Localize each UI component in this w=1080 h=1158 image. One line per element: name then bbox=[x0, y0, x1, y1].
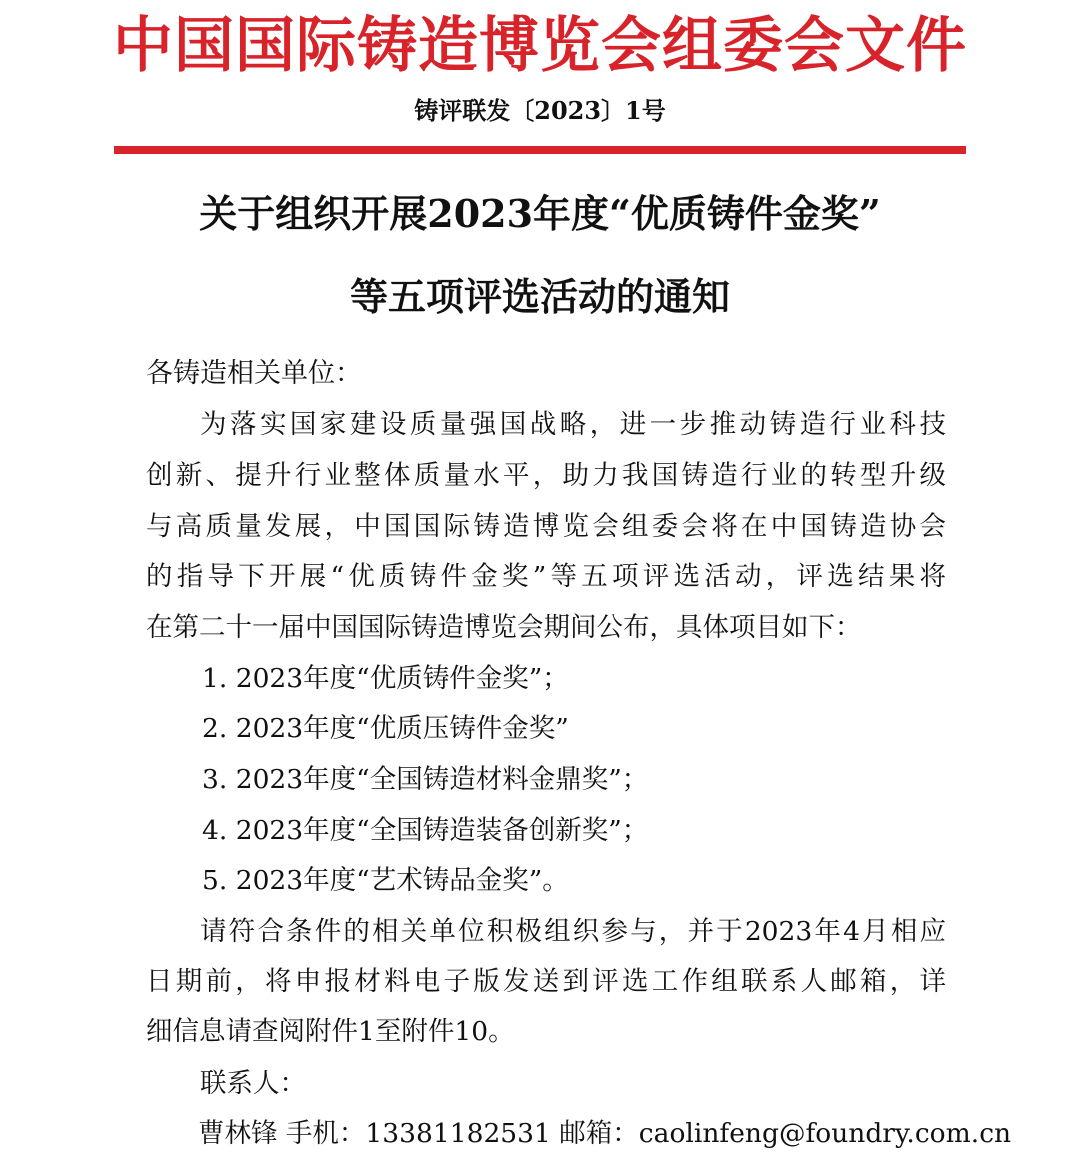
red-divider-rule bbox=[114, 146, 966, 154]
contact-label: 联系人： bbox=[200, 1068, 306, 1099]
org-header-title: 中国国际铸造博览会组委会文件 bbox=[113, 11, 967, 81]
paragraph-1-line: 为落实国家建设质量强国战略，进一步推动铸造行业科技 bbox=[200, 409, 946, 440]
paragraph-2-line: 日期前，将申报材料电子版发送到评选工作组联系人邮箱，详 bbox=[146, 966, 946, 997]
award-list-item: 3. 2023年度“全国铸造材料金鼎奖”； bbox=[202, 764, 649, 795]
paragraph-1-line: 与高质量发展，中国国际铸造博览会组委会将在中国铸造协会 bbox=[146, 511, 946, 542]
paragraph-1-line: 创新、提升行业整体质量水平，助力我国铸造行业的转型升级 bbox=[146, 460, 946, 491]
award-list-item: 1. 2023年度“优质铸件金奖”； bbox=[202, 663, 569, 694]
paragraph-1-line: 在第二十一届中国国际铸造博览会期间公布，具体项目如下： bbox=[146, 612, 862, 643]
document-number: 铸评联发〔2023〕1号 bbox=[414, 96, 666, 125]
paragraph-1-line: 的指导下开展“优质铸件金奖”等五项评选活动，评选结果将 bbox=[146, 561, 946, 592]
award-list-item: 4. 2023年度“全国铸造装备创新奖”； bbox=[202, 815, 649, 846]
award-list-item: 2. 2023年度“优质压铸件金奖” bbox=[202, 713, 569, 744]
notice-title-line-1: 关于组织开展2023年度“优质铸件金奖” bbox=[199, 191, 881, 236]
award-list-item: 5. 2023年度“艺术铸品金奖”。 bbox=[202, 865, 569, 896]
contact-details: 曹林锋 手机：13381182531 邮箱：caolinfeng@foundry.com.cn bbox=[198, 1118, 1012, 1149]
paragraph-2-line: 请符合条件的相关单位积极组织参与，并于2023年4月相应 bbox=[200, 916, 946, 947]
notice-title-line-2: 等五项评选活动的通知 bbox=[349, 274, 730, 319]
paragraph-2-line: 细信息请查阅附件1至附件10。 bbox=[146, 1016, 515, 1047]
salutation: 各铸造相关单位： bbox=[146, 358, 362, 389]
